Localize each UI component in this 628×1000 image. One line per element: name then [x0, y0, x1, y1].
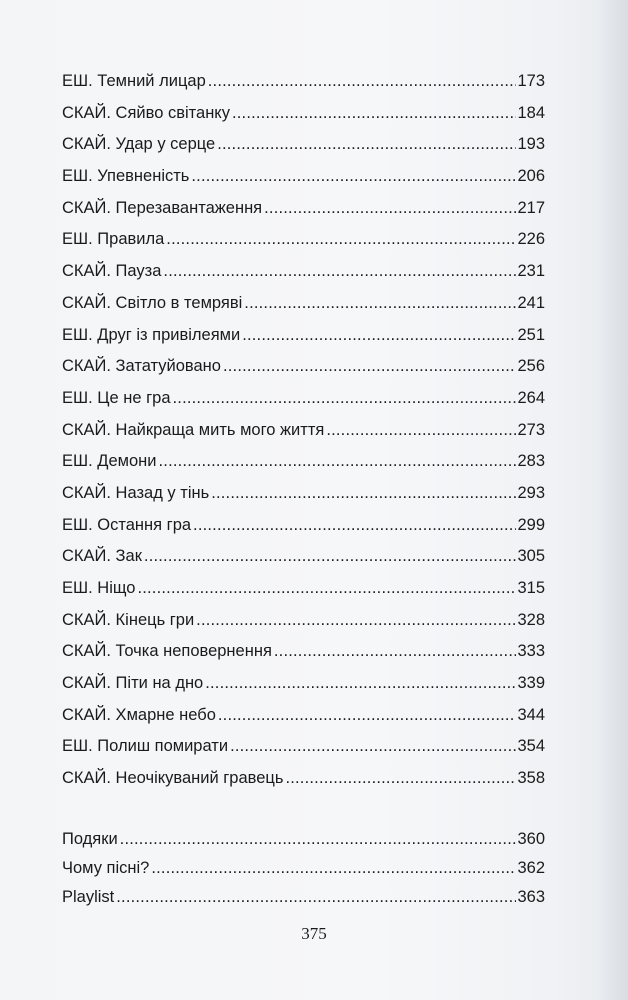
- dot-leader: [193, 510, 516, 542]
- toc-entry: [62, 825, 545, 854]
- toc-entry-title: СКАЙ. Назад у тінь: [62, 483, 210, 502]
- toc-entry: [62, 573, 545, 605]
- toc-entry-title: СКАЙ. Пауза: [62, 262, 162, 281]
- toc-entry-page: 362: [517, 858, 545, 877]
- dot-leader: [274, 636, 517, 668]
- dot-leader: [223, 351, 517, 383]
- toc-entry-page: 339: [517, 674, 545, 693]
- toc-entry-page: 231: [517, 262, 545, 281]
- toc-entry-page: 226: [517, 230, 545, 249]
- dot-leader: [144, 541, 517, 573]
- toc-entry: [62, 256, 545, 288]
- toc-entry-title: СКАЙ. Зак: [62, 547, 142, 566]
- dot-leader: [208, 66, 517, 98]
- toc-entry: [62, 668, 545, 700]
- dot-leader: [159, 446, 517, 478]
- dot-leader: [191, 161, 516, 193]
- toc-entry-page: 256: [517, 357, 545, 376]
- toc-entry: [62, 193, 545, 225]
- toc-entry: [62, 510, 545, 542]
- toc-entry: [62, 731, 545, 763]
- toc-entry-page: 328: [517, 610, 545, 629]
- toc-entry-title: СКАЙ. Неочікуваний гравець: [62, 769, 284, 788]
- toc-entry: [62, 320, 545, 352]
- dot-leader: [230, 731, 516, 763]
- toc-entry-title: СКАЙ. Перезавантаження: [62, 198, 263, 217]
- dot-leader: [244, 288, 516, 320]
- table-of-contents: [62, 66, 545, 912]
- toc-entry-page: 315: [517, 579, 545, 597]
- dot-leader: [285, 763, 516, 795]
- dot-leader: [326, 415, 516, 447]
- page-edge-shadow: [596, 0, 628, 1000]
- toc-entry-page: 305: [517, 547, 545, 566]
- toc-entry-title: ЕШ. Друг із привілеями: [62, 325, 241, 344]
- toc-entry-page: 241: [517, 293, 545, 312]
- chapter-list: [62, 66, 545, 795]
- dot-leader: [120, 825, 517, 854]
- toc-entry: [62, 763, 545, 795]
- toc-entry-title: Playlist: [62, 887, 115, 906]
- toc-entry-page: 358: [517, 769, 545, 788]
- toc-entry-page: 363: [517, 887, 545, 906]
- page-number: 375: [301, 924, 327, 943]
- toc-entry-page: 184: [517, 103, 545, 122]
- toc-entry-page: 344: [517, 705, 545, 724]
- toc-entry-page: 206: [517, 167, 545, 186]
- dot-leader: [218, 700, 517, 732]
- toc-entry: [62, 883, 545, 912]
- toc-entry: [62, 636, 545, 668]
- toc-entry: [62, 98, 545, 130]
- toc-entry-title: СКАЙ. Найкраща мить мого життя: [62, 420, 325, 439]
- toc-entry-title: СКАЙ. Піти на дно: [62, 674, 204, 693]
- toc-entry: [62, 383, 545, 415]
- dot-leader: [173, 383, 517, 415]
- toc-entry-title: СКАЙ. Сяйво світанку: [62, 103, 230, 122]
- toc-entry-title: СКАЙ. Удар у серце: [62, 135, 216, 154]
- toc-entry: [62, 446, 545, 478]
- toc-entry: [62, 288, 545, 320]
- toc-entry-title: Чому пісні?: [62, 858, 150, 877]
- toc-entry: [62, 129, 545, 161]
- toc-entry-title: ЕШ. Темний лицар: [62, 72, 206, 90]
- toc-entry: [62, 224, 545, 256]
- toc-entry-page: 264: [517, 388, 545, 407]
- toc-entry-page: 251: [517, 325, 545, 344]
- toc-entry-page: 173: [517, 72, 545, 90]
- toc-entry-title: СКАЙ. Кінець гри: [62, 610, 195, 629]
- dot-leader: [217, 129, 516, 161]
- section-gap: [62, 795, 545, 825]
- toc-entry-title: ЕШ. Демони: [62, 452, 157, 471]
- toc-entry-page: 217: [517, 198, 545, 217]
- toc-entry: [62, 605, 545, 637]
- toc-entry: [62, 161, 545, 193]
- toc-entry-page: 299: [517, 515, 545, 534]
- dot-leader: [151, 854, 516, 883]
- toc-entry: [62, 541, 545, 573]
- toc-entry-title: ЕШ. Правила: [62, 230, 165, 249]
- toc-entry: [62, 854, 545, 883]
- toc-entry: [62, 66, 545, 98]
- dot-leader: [264, 193, 516, 225]
- toc-entry: [62, 415, 545, 447]
- toc-entry-page: 354: [517, 737, 545, 756]
- dot-leader: [242, 320, 516, 352]
- toc-entry-title: ЕШ. Це не гра: [62, 388, 171, 407]
- toc-entry-title: Подяки: [62, 829, 118, 848]
- toc-entry-title: ЕШ. Полиш помирати: [62, 737, 229, 756]
- dot-leader: [163, 256, 516, 288]
- toc-entry-title: ЕШ. Ніщо: [62, 579, 136, 597]
- toc-entry-page: 293: [517, 483, 545, 502]
- toc-entry-title: ЕШ. Остання гра: [62, 515, 192, 534]
- toc-entry: [62, 478, 545, 510]
- back-matter-list: [62, 825, 545, 912]
- toc-entry-page: 333: [517, 642, 545, 661]
- toc-entry-page: 360: [517, 829, 545, 848]
- dot-leader: [137, 573, 516, 605]
- dot-leader: [196, 605, 516, 637]
- dot-leader: [205, 668, 516, 700]
- toc-entry-page: 193: [517, 135, 545, 154]
- toc-entry-page: 273: [517, 420, 545, 439]
- toc-entry: [62, 700, 545, 732]
- dot-leader: [116, 883, 516, 912]
- dot-leader: [211, 478, 516, 510]
- toc-entry-title: СКАЙ. Хмарне небо: [62, 705, 216, 724]
- toc-entry-title: СКАЙ. Світло в темряві: [62, 293, 243, 312]
- toc-entry-title: ЕШ. Упевненість: [62, 167, 190, 186]
- toc-entry-title: СКАЙ. Зататуйовано: [62, 357, 221, 376]
- dot-leader: [166, 224, 516, 256]
- toc-entry: [62, 351, 545, 383]
- dot-leader: [232, 98, 517, 130]
- toc-entry-title: СКАЙ. Точка неповернення: [62, 642, 272, 661]
- toc-entry-page: 283: [517, 452, 545, 471]
